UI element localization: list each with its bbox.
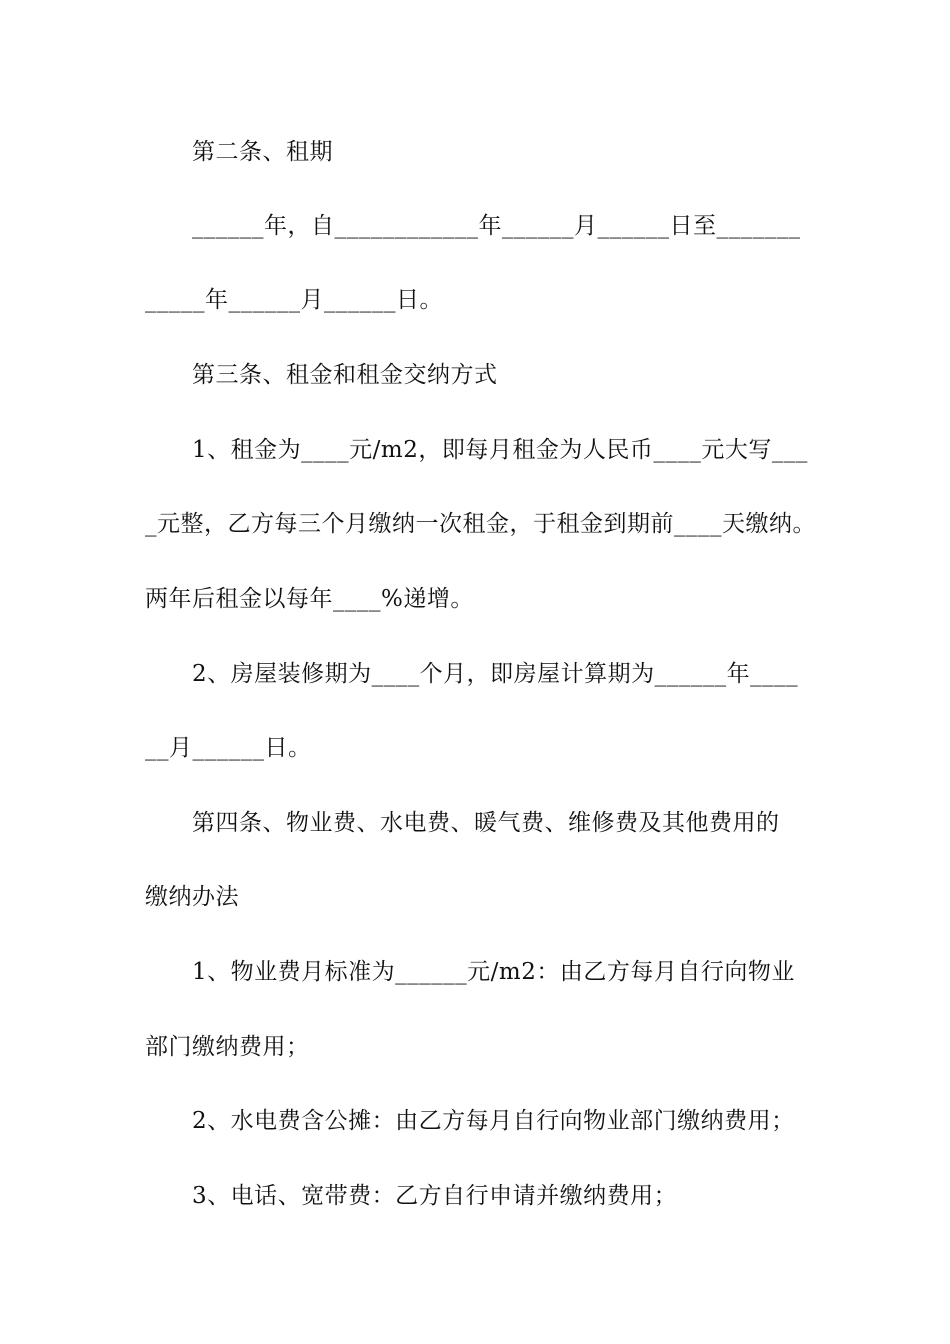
fees-clause-2: 2、水电费含公摊：由乙方每月自行向物业部门缴纳费用； [192,1108,795,1134]
section-heading-lease-term: 第二条、租期 [192,139,333,165]
rent-clause-1-line-3: 两年后租金以每年____%递增。 [145,586,474,612]
fees-clause-1-line-1: 1、物业费月标准为______元/m2：由乙方每月自行向物业 [192,959,795,985]
rent-clause-2-line-2: __月______日。 [145,735,312,761]
rent-clause-2-line-1: 2、房屋装修期为____个月，即房屋计算期为______年____ [192,661,799,687]
fees-clause-3: 3、电话、宽带费：乙方自行申请并缴纳费用； [192,1183,678,1209]
lease-term-line-1: ______年，自____________年______月______日至_______ [192,213,801,239]
section-heading-fees: 第四条、物业费、水电费、暖气费、维修费及其他费用的 [192,810,780,836]
lease-term-line-2: _____年______月______日。 [145,287,443,313]
rent-clause-1-line-2: _元整，乙方每三个月缴纳一次租金，于租金到期前____天缴纳。 [145,511,816,537]
section-heading-fees-cont: 缴纳办法 [145,884,239,910]
fees-clause-1-line-2: 部门缴纳费用； [145,1034,310,1060]
rent-clause-1-line-1: 1、租金为____元/m2，即每月租金为人民币____元大写___ [192,437,808,463]
section-heading-rent: 第三条、租金和租金交纳方式 [192,362,498,388]
